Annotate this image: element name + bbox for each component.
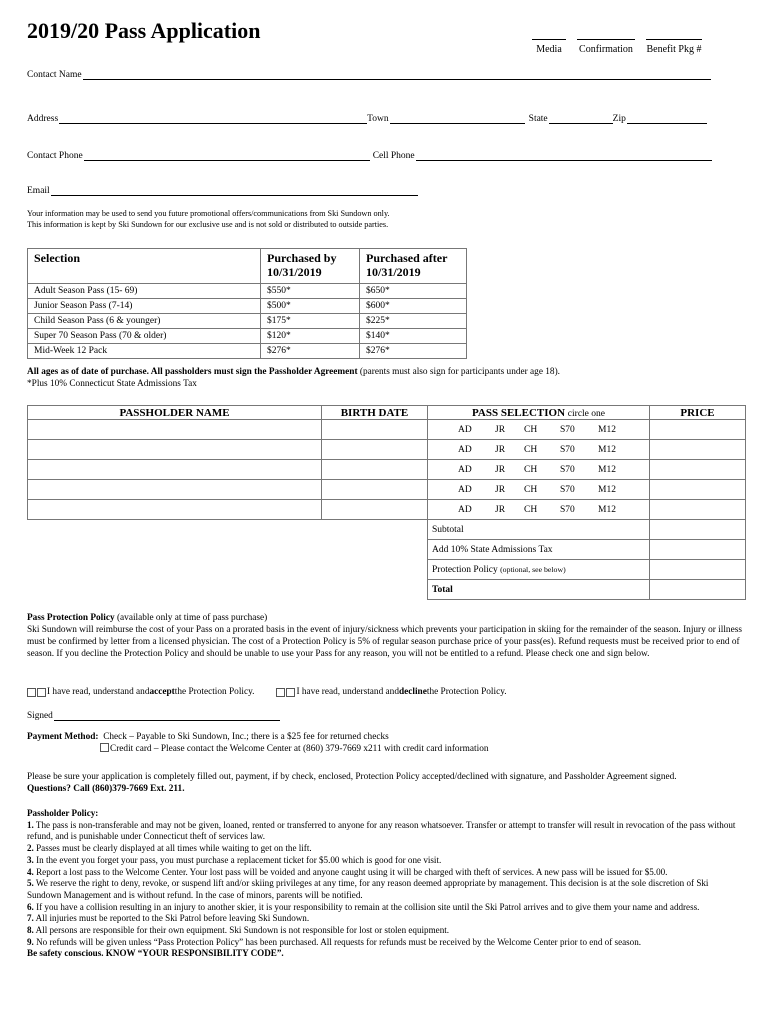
tax-label: Add 10% State Admissions Tax (428, 540, 650, 560)
state-field[interactable] (549, 113, 613, 124)
signed-label: Signed (27, 711, 53, 721)
table-row: Child Season Pass (6 & younger) $175* $225* (28, 314, 467, 329)
pass-selection-header: PASS SELECTION circle one (428, 406, 650, 420)
credit-card-checkbox[interactable] (100, 743, 109, 752)
birth-date-header: BIRTH DATE (322, 406, 428, 420)
contact-name-label: Contact Name (27, 70, 82, 80)
checkbox-empty-icon[interactable] (276, 688, 285, 697)
town-field[interactable] (390, 113, 525, 124)
selection-table (27, 248, 467, 359)
office-benefit: Benefit Pkg # (646, 31, 702, 55)
accept-checkbox[interactable] (37, 688, 46, 697)
payment-method (27, 731, 743, 755)
accept-row: I have read, understand and accept the Protection Policy. I have read, understand and decline the Protection Policy. (27, 687, 507, 697)
page-title: 2019/20 Pass Application (27, 18, 261, 43)
zip-label: Zip (612, 114, 626, 124)
list-item: 3. In the event you forget your pass, you must purchase a replacement ticket for $5.00 which is good for one visit. (27, 854, 442, 865)
privacy-note: Your information may be used to send you future promotional offers/communications from Ski Sundown only. This information is kept by Ski Sundown for our exclusive use and is not sold or distributed to outside parties. (27, 209, 390, 229)
passholder-name-cell[interactable] (28, 480, 322, 500)
price-header: PRICE (650, 406, 746, 420)
protection-label: Protection Policy (optional, see below) (428, 560, 650, 580)
birth-date-cell[interactable] (322, 440, 428, 460)
passholder-name-cell[interactable] (28, 460, 322, 480)
total-label: Total (428, 580, 650, 600)
passholder-name-cell[interactable] (28, 440, 322, 460)
passholder-name-cell[interactable] (28, 500, 322, 520)
decline-checkbox[interactable] (286, 688, 295, 697)
policy-closing: Be safety conscious. KNOW “YOUR RESPONSIBILITY CODE”. (27, 948, 284, 959)
total-cell[interactable] (650, 580, 746, 600)
email-row (27, 185, 418, 196)
table-row (28, 420, 746, 440)
list-item: 8. All persons are responsible for their own equipment. Ski Sundown is not responsible for lost or stolen equipment. (27, 925, 450, 936)
list-item: 7. All injuries must be reported to the Ski Patrol before leaving Ski Sundown. (27, 913, 310, 924)
birth-date-cell[interactable] (322, 500, 428, 520)
table-row: Adult Season Pass (15- 69) $550* $650* (28, 284, 467, 299)
cell-phone-field[interactable] (416, 150, 712, 161)
address-row (27, 113, 707, 124)
table-row (28, 460, 746, 480)
pass-option-cell[interactable]: AD JR CH S70 M12 (428, 420, 650, 440)
table-row (28, 500, 746, 520)
price-after-header: Purchased after 10/31/2019 (360, 249, 467, 284)
cell-phone-label: Cell Phone (372, 151, 415, 161)
ages-note: All ages as of date of purchase. All passholders must sign the Passholder Agreement (parents must also sign for participants under age 18). *Plus 10% Connecticut State Admissions Tax (27, 367, 560, 389)
list-item: 6. If you have a collision resulting in an injury to another skier, it is your responsibility to remain at the collision site until the Ski Patrol arrives and to give them your name and address. (27, 901, 700, 912)
summary-row (28, 560, 746, 580)
selection-header: Selection (28, 249, 261, 284)
price-cell[interactable] (650, 440, 746, 460)
price-cell[interactable] (650, 500, 746, 520)
contact-name-field[interactable] (83, 69, 711, 80)
office-media: Media (532, 31, 566, 55)
town-label: Town (367, 114, 389, 124)
list-item: 4. Report a lost pass to the Welcome Center. Your lost pass will be voided and anyone caught using it will be charged with theft of services. A new pass will be issued for $5.00. (27, 866, 668, 877)
subtotal-cell[interactable] (650, 520, 746, 540)
pass-option-cell[interactable]: AD JR CH S70 M12 (428, 460, 650, 480)
table-row (28, 480, 746, 500)
tax-cell[interactable] (650, 540, 746, 560)
birth-date-cell[interactable] (322, 480, 428, 500)
pass-option-cell[interactable]: AD JR CH S70 M12 (428, 440, 650, 460)
price-cell[interactable] (650, 420, 746, 440)
passholder-policy: Passholder Policy: 1. The pass is non-transferable and may not be given, loaned, rented or transferred to anyone for any reason whatsoever. Transfer or attempt to transfer will result in revocation of the pass without refund, and is punishable under Connecticut theft of services law. 2. Passes must be clearly displayed at all times while waiting to get on the lift. 3. In the event you forget your pass, you must purchase a replacement ticket for $5.00 which is good for one visit. 4. Report a lost pass to the Welcome Center. Your lost pass will be voided and anyone caught using it will be charged with theft of services. A new pass will be issued for $5.00. 5. We reserve the right to deny, revoke, or suspend lift and/or skiing privileges at any time, for any reason deemed appropriate by management. This decision is at the sole discretion of Ski Sundown Management and is without refund. In the case of minors, parents will be notified. 6. If you have a collision resulting in an injury to another skier, it is your responsibility to remain at the collision site until the Ski Patrol arrives and to give them your name and address. 7. All injuries must be reported to the Ski Patrol before leaving Ski Sundown. 8. All persons are responsible for their own equipment. Ski Sundown is not responsible for lost or stolen equipment. 9. No refunds will be given unless “Pass Protection Policy” has been purchased. All requests for refunds must be received by the Welcome Center prior to end of season. Be safety conscious. KNOW “YOUR RESPONSIBILITY CODE”. (27, 808, 745, 960)
list-item: 9. No refunds will be given unless “Pass Protection Policy” has been purchased. All requests for refunds must be received by the Welcome Center prior to end of season. (27, 936, 642, 947)
price-by-header: Purchased by 10/31/2019 (261, 249, 360, 284)
table-row: Junior Season Pass (7-14) $500* $600* (28, 299, 467, 314)
contact-name-row (27, 69, 711, 80)
contact-phone-field[interactable] (84, 150, 370, 161)
list-item: 5. We reserve the right to deny, revoke, or suspend lift and/or skiing privileges at any time, for any reason deemed appropriate by management. This decision is at the sole discretion of Ski Sundown Management and is without refund. In the case of minors, parents will be notified. (27, 878, 709, 900)
price-cell[interactable] (650, 480, 746, 500)
address-field[interactable] (59, 113, 367, 124)
email-label: Email (27, 186, 50, 196)
contact-phone-label: Contact Phone (27, 151, 83, 161)
address-label: Address (27, 114, 59, 124)
complete-note: Please be sure your application is completely filled out, payment, if by check, enclosed, Protection Policy accepted/declined with signature, and Passholder Agreement signed. Questions? Call (860)379-7669 Ext. 211. (27, 772, 677, 794)
pass-option-cell[interactable]: AD JR CH S70 M12 (428, 500, 650, 520)
table-row (28, 440, 746, 460)
list-item: 2. Passes must be clearly displayed at all times while waiting to get on the lift. (27, 843, 312, 854)
office-confirmation: Confirmation (577, 31, 635, 55)
payment-credit: Credit card – Please contact the Welcome Center at (860) 379-7669 x211 with credit card information (110, 744, 489, 754)
pass-option-cell[interactable]: AD JR CH S70 M12 (428, 480, 650, 500)
passholder-name-header: PASSHOLDER NAME (28, 406, 322, 420)
table-row: Mid-Week 12 Pack $276* $276* (28, 344, 467, 359)
questions: Questions? Call (860)379-7669 Ext. 211. (27, 784, 185, 794)
birth-date-cell[interactable] (322, 460, 428, 480)
signature-field[interactable] (54, 710, 280, 721)
summary-row (28, 540, 746, 560)
birth-date-cell[interactable] (322, 420, 428, 440)
phone-row (27, 150, 712, 161)
protection-policy: Pass Protection Policy (available only at time of pass purchase) Ski Sundown will reimburse the cost of your Pass on a prorated basis in the event of injury/sickness which prevents your participation in skiing for the remainder of the season. Injury or illness must be confirmed by letter from a licensed physician. The cost of a Protection Policy is 5% of regular season purchase price of your pass(es). Refund requests must be received prior to end of season. If you decline the Protection Policy and should be unable to use your Pass for any reason, you will not be entitled to a refund. Please check one and sign below. (27, 613, 742, 659)
subtotal-label: Subtotal (428, 520, 650, 540)
summary-row (28, 580, 746, 600)
passholder-table (27, 405, 746, 600)
protection-cell[interactable] (650, 560, 746, 580)
payment-label: Payment Method: (27, 732, 99, 742)
table-row: Super 70 Season Pass (70 & older) $120* $140* (28, 329, 467, 344)
summary-row (28, 520, 746, 540)
checkbox-empty-icon[interactable] (27, 688, 36, 697)
signed-row (27, 710, 280, 721)
email-field[interactable] (51, 185, 418, 196)
zip-field[interactable] (627, 113, 707, 124)
passholder-name-cell[interactable] (28, 420, 322, 440)
list-item: 1. The pass is non-transferable and may not be given, loaned, rented or transferred to anyone for any reason whatsoever. Transfer or attempt to transfer will result in revocation of the pass without refund, and is punishable under Connecticut theft of services law. (27, 819, 736, 842)
price-cell[interactable] (650, 460, 746, 480)
state-label: State (528, 114, 548, 124)
payment-check: Check – Payable to Ski Sundown, Inc.; there is a $25 fee for returned checks (103, 732, 389, 742)
